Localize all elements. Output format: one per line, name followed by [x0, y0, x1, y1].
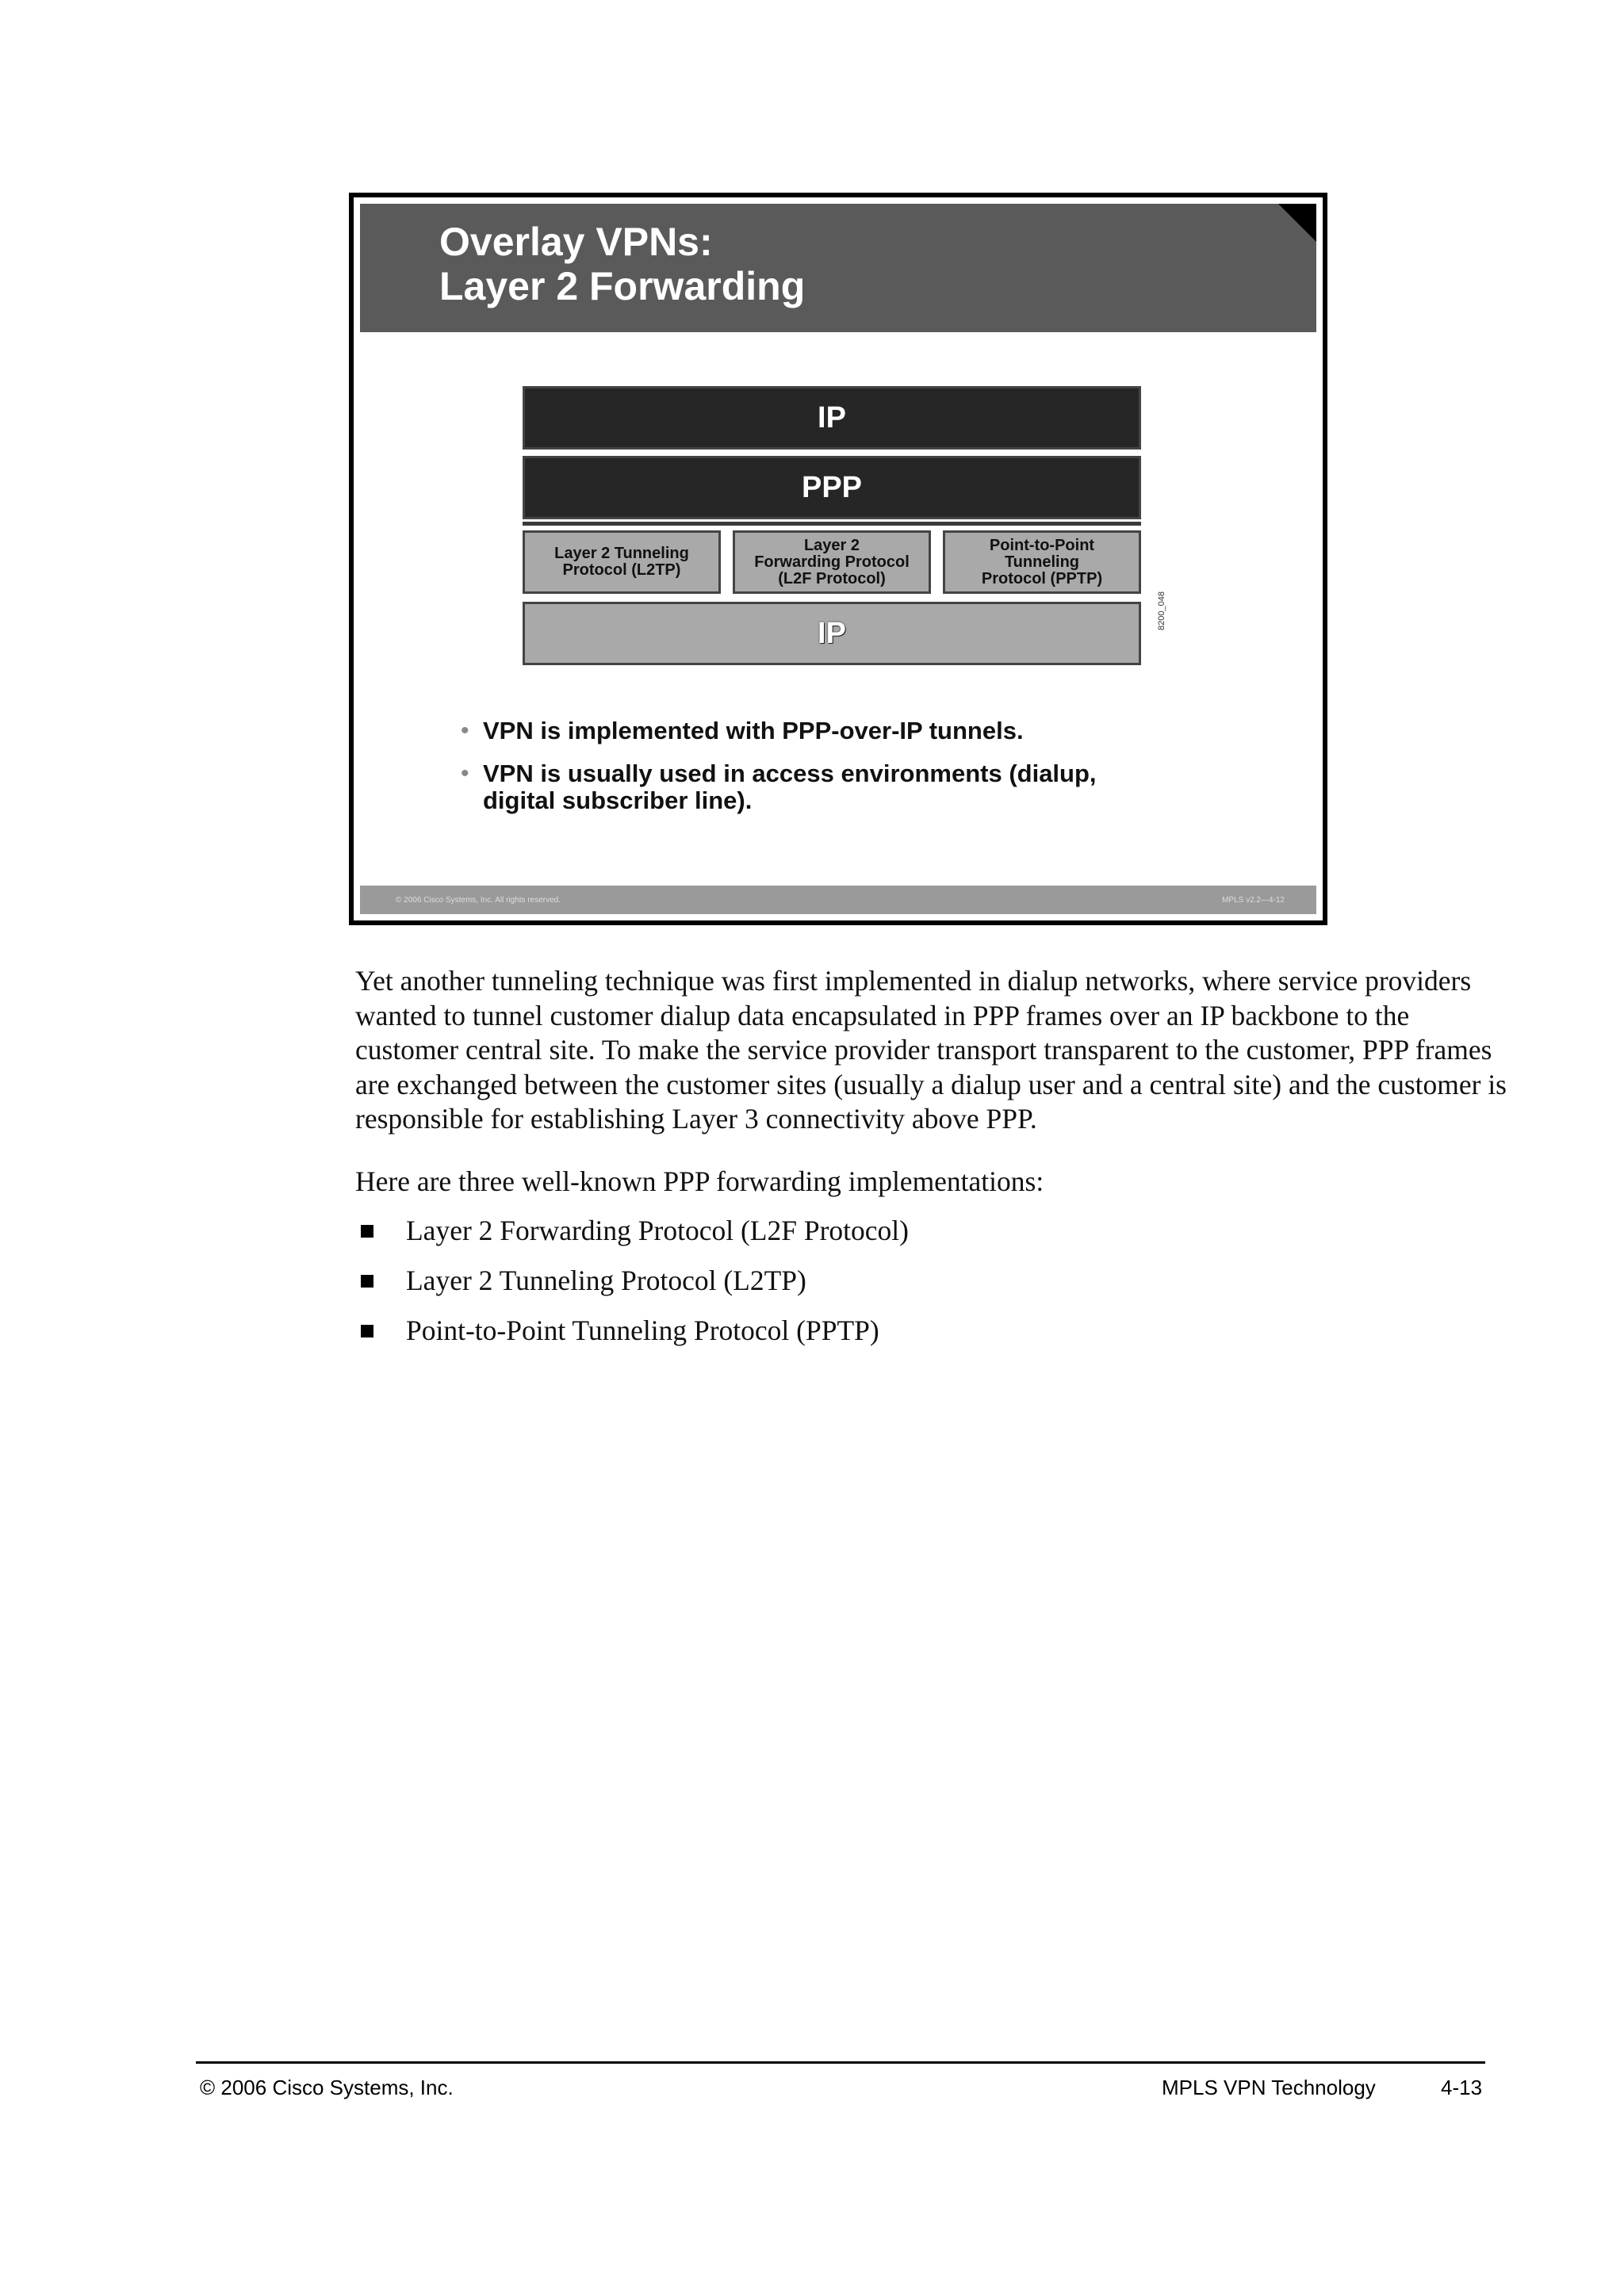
ppp-layer: PPP	[523, 456, 1141, 519]
slide-title-line1: Overlay VPNs:	[439, 220, 713, 264]
slide-bullet-text: VPN is usually used in access environments (dialup, digital subscriber line).	[483, 760, 1097, 814]
separator-line	[523, 522, 1141, 526]
l2f-box: Layer 2 Forwarding Protocol (L2F Protocol)	[733, 530, 931, 594]
slide-figure	[349, 193, 1327, 925]
implementation-list	[355, 1213, 1386, 1363]
list-item-text: Layer 2 Forwarding Protocol (L2F Protocol)	[406, 1215, 909, 1246]
ip-layer-top: IP	[523, 386, 1141, 450]
slide-bullets	[459, 718, 1173, 830]
footer-page-number: 4-13	[1441, 2076, 1483, 2099]
figure-id: 8200_048	[1157, 591, 1166, 630]
slide-content	[360, 204, 1316, 914]
slide-title-line2: Layer 2 Forwarding	[439, 264, 806, 308]
list-item	[355, 1313, 1386, 1363]
bullet-dot-icon: •	[461, 718, 469, 744]
square-bullet-icon	[361, 1275, 373, 1288]
bullet-dot-icon: •	[461, 760, 469, 786]
pptp-box: Point-to-Point Tunneling Protocol (PPTP)	[943, 530, 1141, 594]
list-intro: Here are three well-known PPP forwarding implementations:	[355, 1165, 1044, 1197]
footer-book-title: MPLS VPN Technology	[1162, 2076, 1376, 2099]
slide-title	[439, 220, 805, 308]
square-bullet-icon	[361, 1225, 373, 1238]
l2tp-box: Layer 2 Tunneling Protocol (L2TP)	[523, 530, 721, 594]
ip-layer-bottom: IP	[523, 602, 1141, 665]
list-item	[355, 1263, 1386, 1313]
slide-bullet	[459, 718, 1173, 744]
corner-triangle-icon	[1278, 204, 1316, 242]
slide-footer-copyright: © 2006 Cisco Systems, Inc. All rights reserved.	[396, 896, 561, 905]
square-bullet-icon	[361, 1325, 373, 1337]
footer-rule	[196, 2061, 1485, 2064]
protocol-stack-diagram	[523, 386, 1141, 672]
slide-header	[360, 204, 1316, 332]
body-paragraph: Yet another tunneling technique was first implemented in dialup networks, where service providers wanted to tunnel customer dialup data encapsulated in PPP frames over an IP backbone to the customer central site. To make the service provider transport transparent to the customer, PPP frames are exchanged between the customer sites (usually a dialup user and a central site) and the customer is responsible for establishing Layer 3 connectivity above PPP.	[355, 965, 1507, 1135]
list-item-text: Point-to-Point Tunneling Protocol (PPTP)	[406, 1314, 879, 1346]
list-item-text: Layer 2 Tunneling Protocol (L2TP)	[406, 1265, 806, 1296]
slide-bullet-text: VPN is implemented with PPP-over-IP tunnels.	[483, 717, 1024, 744]
slide-footer-code: MPLS v2.2—4-12	[1222, 896, 1285, 905]
slide-bullet	[459, 760, 1173, 814]
list-item	[355, 1213, 1386, 1263]
footer-copyright: © 2006 Cisco Systems, Inc.	[200, 2076, 454, 2099]
slide-footer	[360, 886, 1316, 914]
